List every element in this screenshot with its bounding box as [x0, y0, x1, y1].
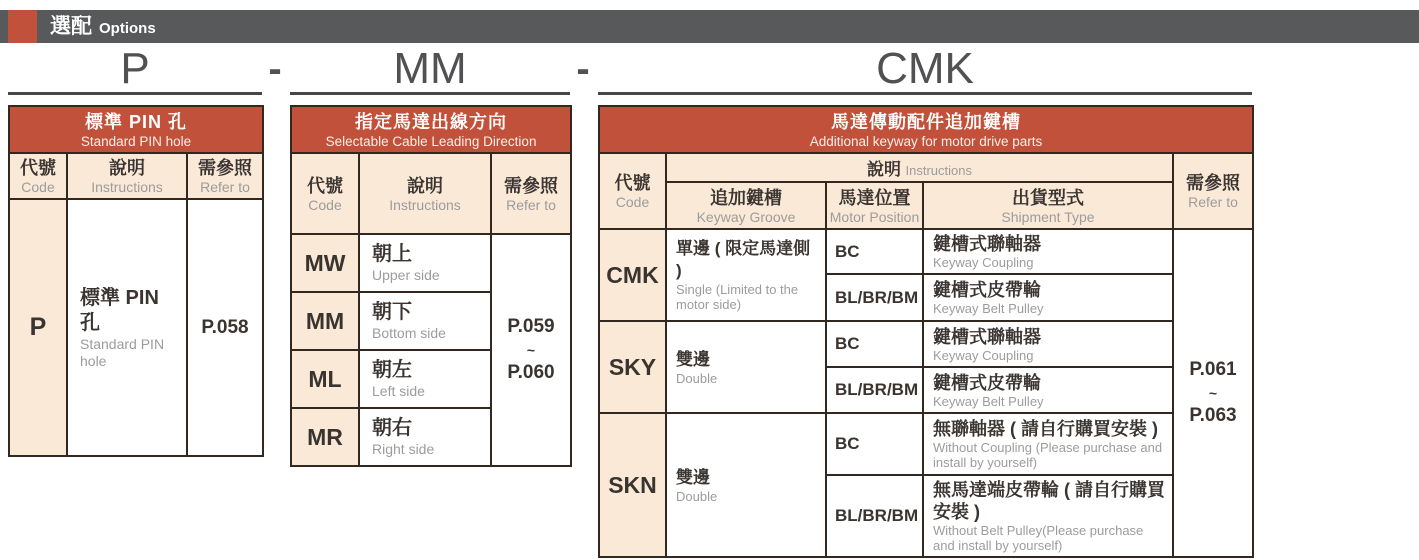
- keyway-zh: 雙邊: [676, 467, 710, 487]
- description-en: Upper side: [372, 267, 440, 283]
- table-title-en: Standard PIN hole: [80, 133, 192, 149]
- col-header-code: [599, 153, 666, 229]
- shipment-en: Without Coupling (Please purchase and install by yourself): [933, 440, 1163, 470]
- cable-direction-table: [290, 105, 572, 467]
- accent-chip: [8, 10, 37, 43]
- table-title-zh: 馬達傳動配件追加鍵槽: [831, 111, 1021, 132]
- col-header-refer: [187, 153, 263, 199]
- additional-keyway-table: [598, 105, 1254, 558]
- code-cell: SKY: [599, 321, 666, 413]
- refer-to: P.063: [1189, 405, 1237, 426]
- col-header-keyway-zh: 追加鍵槽: [710, 187, 782, 208]
- shipment-cell: [923, 321, 1173, 367]
- col-header-shipment-zh: 出貨型式: [1012, 187, 1084, 208]
- keyway-en: Double: [676, 488, 718, 504]
- description-en: Right side: [372, 441, 435, 457]
- col-header-code: [9, 153, 67, 199]
- table-title: [9, 106, 263, 153]
- code-cell: MR: [291, 408, 359, 466]
- col-header-refer-zh: 需參照: [504, 175, 559, 196]
- col-header-shipment-en: Shipment Type: [1001, 208, 1095, 225]
- col-header-instructions: [666, 153, 1173, 182]
- shipment-zh: 鍵槽式皮帶輪: [933, 280, 1041, 300]
- description-zh: 朝右: [372, 417, 412, 439]
- keyway-en: Single (Limited to the motor side): [676, 282, 799, 312]
- description-cell: [359, 292, 491, 350]
- refer-tilde: ~: [1208, 385, 1218, 401]
- shipment-zh: 鍵槽式皮帶輪: [933, 372, 1041, 393]
- col-header-refer-en: Refer to: [506, 196, 556, 213]
- col-header-instructions-en: Instructions: [91, 179, 163, 195]
- table-title-en: Selectable Cable Leading Direction: [325, 133, 537, 149]
- keyway-zh: 雙邊: [676, 349, 710, 369]
- code-cell: CMK: [599, 229, 666, 321]
- shipment-cell: [923, 274, 1173, 321]
- col-header-instructions-zh: 說明: [867, 160, 902, 179]
- shipment-en: Without Belt Pulley(Please purchase and install by yourself): [933, 523, 1144, 553]
- keyway-cell: [666, 321, 826, 413]
- code-heading-p: P: [8, 46, 262, 95]
- shipment-zh: 鍵槽式聯軸器: [933, 234, 1041, 254]
- shipment-cell: [923, 475, 1173, 557]
- col-header-refer-zh: 需參照: [198, 158, 252, 178]
- col-header-code-zh: 代號: [307, 175, 343, 196]
- code-cell: MM: [291, 292, 359, 350]
- shipment-cell: [923, 367, 1173, 413]
- refer-tilde: ~: [526, 342, 536, 358]
- col-header-refer: [491, 153, 571, 234]
- col-header-code-zh: 代號: [614, 173, 651, 193]
- description-en: Standard PIN hole: [80, 335, 165, 369]
- col-header-instructions-en: Instructions: [389, 196, 461, 213]
- options-header-bar: [0, 10, 1419, 43]
- code-heading-cmk: CMK: [598, 46, 1252, 95]
- shipment-zh: 無馬達端皮帶輪 ( 請自行購買安裝 ): [933, 480, 1165, 522]
- options-title-zh: 選配: [50, 15, 92, 38]
- col-header-motor-position: [826, 182, 923, 229]
- refer-cell: P.058: [187, 199, 263, 456]
- table-title: [291, 106, 571, 153]
- description-en: Bottom side: [372, 325, 446, 341]
- standard-pin-hole-table: [8, 105, 264, 457]
- col-header-instructions: [67, 153, 187, 199]
- col-header-refer-en: Refer to: [200, 179, 250, 195]
- shipment-cell: [923, 413, 1173, 475]
- description-zh: 朝上: [372, 243, 412, 265]
- col-header-code-en: Code: [21, 179, 55, 195]
- refer-to: P.060: [507, 362, 555, 383]
- description-cell: [359, 234, 491, 292]
- col-header-instructions: [359, 153, 491, 234]
- keyway-cell: [666, 413, 826, 557]
- table-title: [599, 106, 1253, 153]
- shipment-en: Keyway Coupling: [933, 255, 1034, 270]
- description-cell: [67, 199, 187, 456]
- motor-position-cell: BL/BR/BM: [826, 274, 923, 321]
- col-header-code-en: Code: [308, 196, 342, 213]
- code-separator-dash: -: [268, 47, 282, 91]
- col-header-instructions-zh: 說明: [109, 158, 145, 178]
- refer-cell: [1173, 229, 1253, 557]
- description-cell: [359, 408, 491, 466]
- col-header-instructions-zh: 說明: [407, 175, 443, 196]
- options-header-label: [50, 10, 156, 43]
- col-header-motor-en: Motor Position: [829, 208, 920, 225]
- code-separator-dash: -: [576, 47, 590, 91]
- motor-position-cell: BC: [826, 413, 923, 475]
- code-cell: SKN: [599, 413, 666, 557]
- shipment-zh: 無聯軸器 ( 請自行購買安裝 ): [933, 419, 1158, 439]
- col-header-code-en: Code: [615, 194, 650, 210]
- code-cell: ML: [291, 350, 359, 408]
- refer-from: P.061: [1189, 359, 1237, 380]
- motor-position-cell: BL/BR/BM: [826, 475, 923, 557]
- col-header-keyway-en: Keyway Groove: [696, 208, 796, 225]
- code-cell: MW: [291, 234, 359, 292]
- table-title-en: Additional keyway for motor drive parts: [809, 133, 1043, 149]
- description-zh: 標準 PIN 孔: [80, 286, 159, 334]
- motor-position-cell: BC: [826, 321, 923, 367]
- refer-from: P.059: [507, 316, 555, 337]
- description-zh: 朝下: [372, 301, 412, 323]
- shipment-cell: [923, 229, 1173, 274]
- col-header-refer-en: Refer to: [1188, 194, 1238, 210]
- options-title-en: Options: [99, 20, 156, 37]
- col-header-motor-zh: 馬達位置: [838, 187, 911, 208]
- shipment-zh: 鍵槽式聯軸器: [933, 326, 1041, 347]
- code-cell: P: [9, 199, 67, 456]
- col-header-code: [291, 153, 359, 234]
- col-header-instructions-en: Instructions: [905, 163, 972, 178]
- col-header-refer: [1173, 153, 1253, 229]
- motor-position-cell: BC: [826, 229, 923, 274]
- col-header-refer-zh: 需參照: [1186, 173, 1240, 193]
- col-header-shipment-type: [923, 182, 1173, 229]
- keyway-zh: 單邊 ( 限定馬達側 ): [676, 239, 811, 280]
- table-title-zh: 標準 PIN 孔: [85, 111, 188, 132]
- refer-cell: [491, 234, 571, 466]
- keyway-en: Double: [676, 370, 718, 386]
- description-en: Left side: [372, 383, 425, 399]
- col-header-keyway-groove: [666, 182, 826, 229]
- description-zh: 朝左: [372, 359, 412, 381]
- table-title-zh: 指定馬達出線方向: [355, 111, 508, 132]
- shipment-en: Keyway Belt Pulley: [933, 301, 1044, 316]
- motor-position-cell: BL/BR/BM: [826, 367, 923, 413]
- code-heading-mm: MM: [290, 46, 570, 95]
- shipment-en: Keyway Coupling: [933, 347, 1034, 363]
- col-header-code-zh: 代號: [20, 158, 56, 178]
- keyway-cell: [666, 229, 826, 321]
- description-cell: [359, 350, 491, 408]
- shipment-en: Keyway Belt Pulley: [933, 393, 1044, 409]
